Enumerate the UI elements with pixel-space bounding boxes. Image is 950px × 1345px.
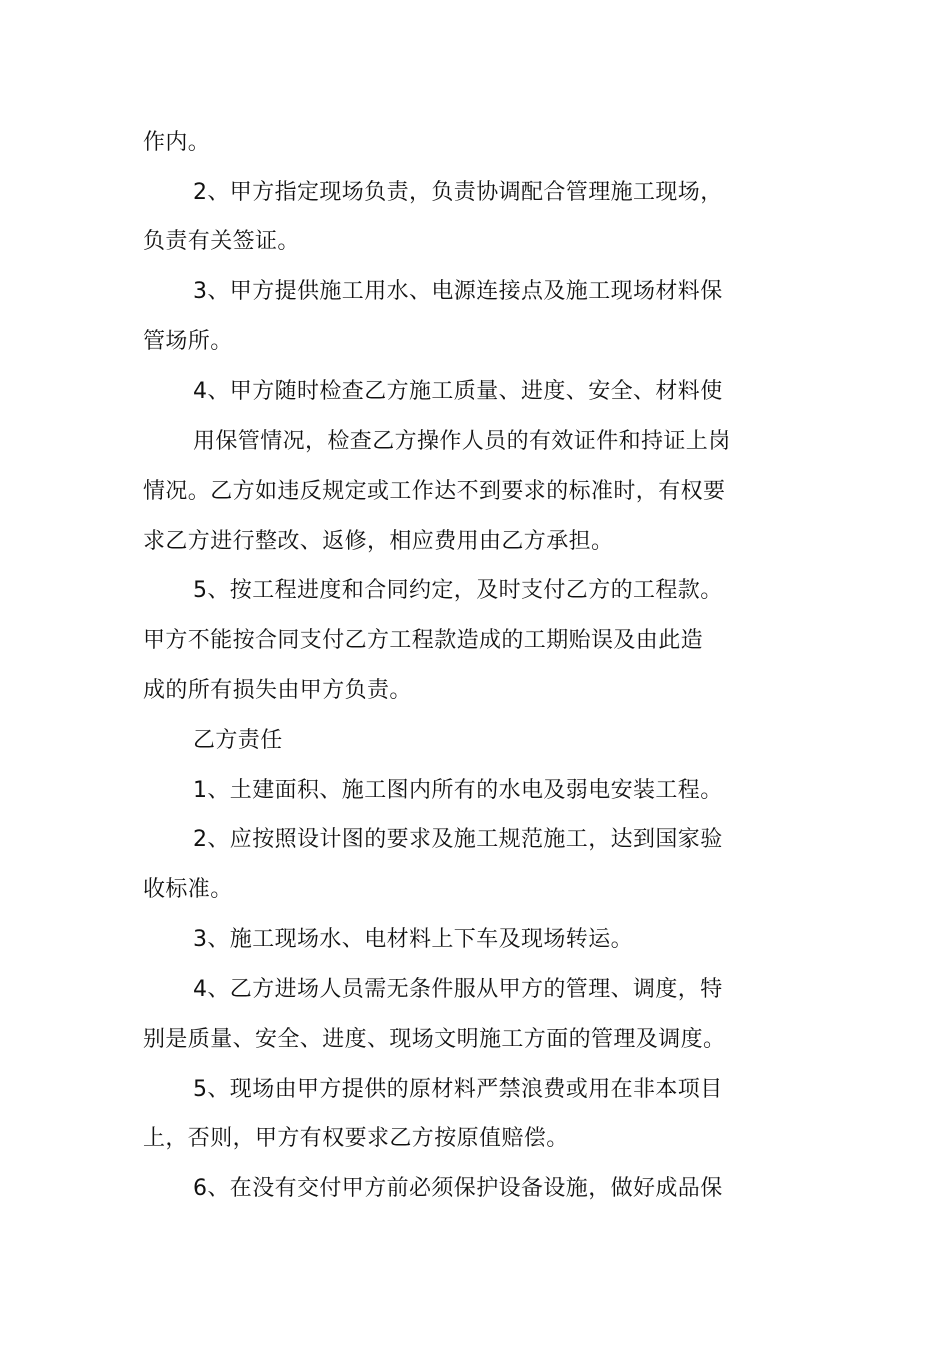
text-line: 1、土建面积、施工图内所有的水电及弱电安装工程。	[193, 778, 723, 803]
text-line: 求乙方进行整改、返修，相应费用由乙方承担。	[143, 529, 614, 554]
text-line: 负责有关签证。	[143, 229, 300, 254]
text-line: 4、乙方进场人员需无条件服从甲方的管理、调度，特	[193, 977, 723, 1002]
text-line: 4、甲方随时检查乙方施工质量、进度、安全、材料使	[193, 379, 723, 404]
text-line: 3、施工现场水、电材料上下车及现场转运。	[193, 927, 633, 952]
text-line: 成的所有损失由甲方负责。	[143, 678, 412, 703]
text-line: 用保管情况，检查乙方操作人员的有效证件和持证上岗	[193, 429, 731, 454]
text-line: 收标准。	[143, 877, 233, 902]
text-line: 上，否则，甲方有权要求乙方按原值赔偿。	[143, 1126, 569, 1151]
section-heading: 乙方责任	[193, 728, 283, 753]
text-line: 6、在没有交付甲方前必须保护设备设施，做好成品保	[193, 1176, 723, 1201]
text-line: 5、按工程进度和合同约定，及时支付乙方的工程款。	[193, 578, 723, 603]
text-line: 作内。	[143, 130, 211, 155]
text-line: 甲方不能按合同支付乙方工程款造成的工期贻误及由此造	[143, 628, 704, 653]
text-line: 5、现场由甲方提供的原材料严禁浪费或用在非本项目	[193, 1077, 723, 1102]
text-line: 2、甲方指定现场负责，负责协调配合管理施工现场，	[193, 180, 723, 205]
text-line: 3、甲方提供施工用水、电源连接点及施工现场材料保	[193, 279, 723, 304]
text-line: 管场所。	[143, 329, 233, 354]
text-line: 情况。乙方如违反规定或工作达不到要求的标准时，有权要	[143, 479, 726, 504]
text-line: 别是质量、安全、进度、现场文明施工方面的管理及调度。	[143, 1027, 726, 1052]
text-line: 2、应按照设计图的要求及施工规范施工，达到国家验	[193, 827, 723, 852]
